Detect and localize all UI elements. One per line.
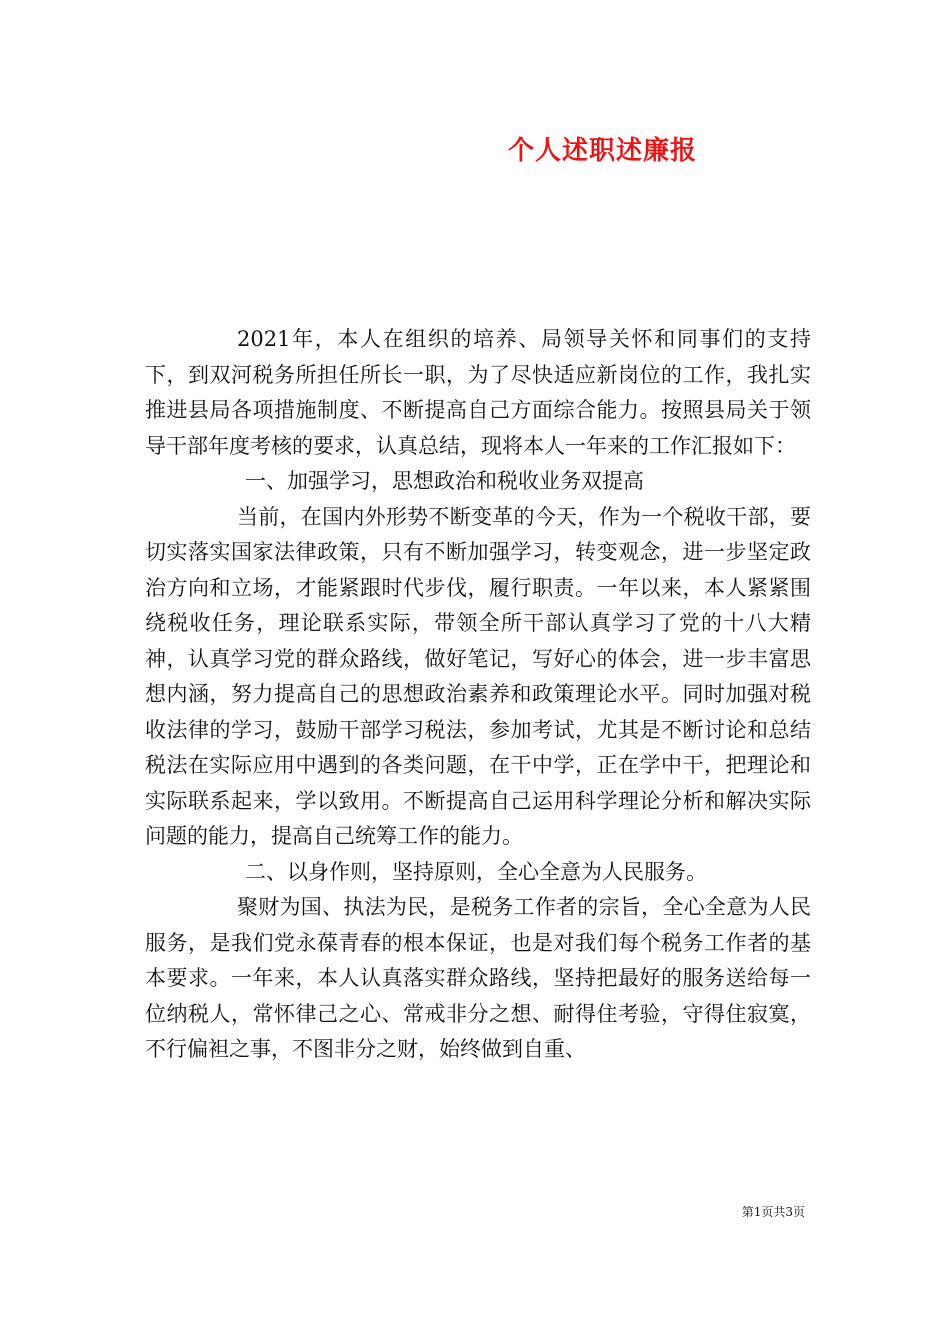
section-heading-2: 二、以身作则，坚持原则，全心全意为人民服务。 bbox=[245, 859, 707, 884]
section-2-paragraph: 聚财为国、执法为民，是税务工作者的宗旨，全心全意为人民服务，是我们党永葆青春的根本保证，也是对我们每个税务工作者的基本要求。一年来，本人认真落实群众路线，坚持把最好的服务送给每一位纳税人，常怀律己之心、常戒非分之想、耐得住考验，守得住寂寞，不行偏袒之事，不图非分之财，始终做到自重、 bbox=[145, 895, 811, 1061]
intro-paragraph: 2021年，本人在组织的培养、局领导关怀和同事们的支持下，到双河税务所担任所长一职，为了尽快适应新岗位的工作，我扎实推进县局各项措施制度、不断提高自己方面综合能力。按照县局关于领导干部年度考核的要求，认真总结，现将本人一年来的工作汇报如下： bbox=[145, 327, 811, 458]
section-heading-1: 一、加强学习，思想政治和税收业务双提高 bbox=[245, 469, 644, 493]
document-title: 个人述职述廉报 bbox=[508, 136, 698, 166]
section-1-paragraph: 当前，在国内外形势不断变革的今天，作为一个税收干部，要切实落实国家法律政策，只有不断加强学习，转变观念，进一步坚定政治方向和立场，才能紧跟时代步伐，履行职责。一年以来，本人紧紧围绕税收任务，理论联系实际，带领全所干部认真学习了党的十八大精神，认真学习党的群众路线，做好笔记，写好心的体会，进一步丰富思想内涵，努力提高自己的思想政治素养和政策理论水平。同时加强对税收法律的学习，鼓励干部学习税法，参加考试，尤其是不断讨论和总结税法在实际应用中遇到的各类问题，在干中学，正在学中干，把理论和实际联系起来，学以致用。不断提高自己运用科学理论分析和解决实际问题的能力，提高自己统筹工作的能力。 bbox=[145, 504, 811, 848]
page-number: 第1页共3页 bbox=[741, 1205, 805, 1219]
document-body bbox=[145, 322, 811, 1068]
